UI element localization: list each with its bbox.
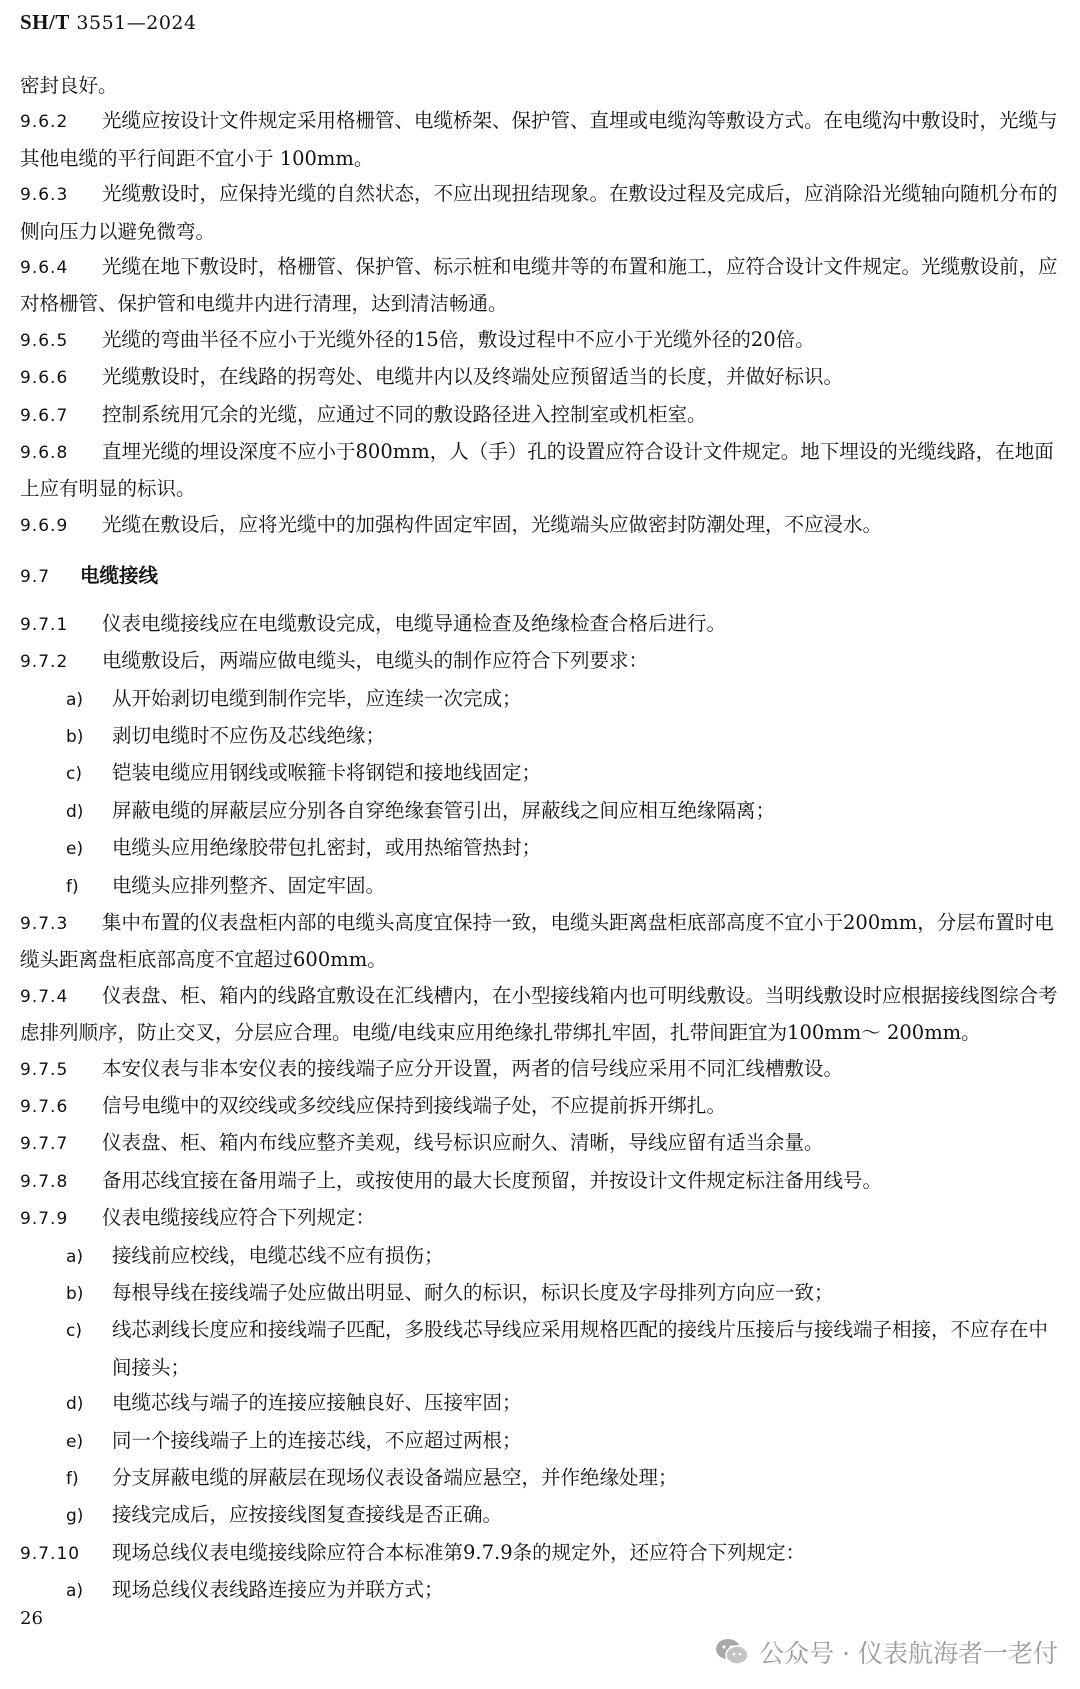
list-item-text: 铠装电缆应用钢线或喉箍卡将钢铠和接地线固定； (112, 761, 542, 785)
watermark-text: 公众号 · 仪表航海者一老付 (759, 1639, 1058, 1668)
list-item (20, 1423, 1060, 1460)
list-item-label: a) (66, 689, 84, 710)
clause-number: 9.7.2 (20, 652, 69, 673)
list-item-label: c) (66, 1321, 82, 1342)
clause-number: 9.7.1 (20, 614, 69, 635)
section-title: 电缆接线 (80, 564, 159, 588)
clause-text: 信号电缆中的双绞线或多绞线应保持到接线端子处，不应提前拆开绑扎。 (102, 1093, 727, 1117)
list-item-text: 屏蔽电缆的屏蔽层应分别各自穿绝缘套管引出，屏蔽线之间应相互绝缘隔离； (112, 798, 776, 822)
clause-9-7-4 (20, 978, 1060, 1051)
clause-9-6-8 (20, 434, 1060, 507)
document-body (20, 68, 1060, 1610)
list-item-label: g) (66, 1506, 84, 1527)
intro-line: 密封良好。 (20, 74, 118, 97)
list-item-text: 接线完成后，应按接线图复查接线是否正确。 (112, 1503, 503, 1527)
clause-number: 9.7.8 (20, 1171, 69, 1192)
list-item (20, 793, 1060, 830)
clause-text: 仪表盘、柜、箱内布线应整齐美观，线号标识应耐久、清晰，导线应留有适当余量。 (102, 1131, 824, 1155)
clause-number: 9.7.7 (20, 1134, 69, 1155)
clause-number: 9.6.7 (20, 405, 69, 426)
watermark (715, 1634, 1058, 1670)
list-item-label: d) (66, 801, 84, 822)
clause-number: 9.7.3 (20, 913, 69, 934)
list-item (20, 681, 1060, 718)
clause-9-7-9 (20, 1200, 1060, 1237)
clause-9-7-10 (20, 1535, 1060, 1572)
clause-number: 9.7.5 (20, 1059, 69, 1080)
list-item (20, 868, 1060, 905)
list-item-label: a) (66, 1581, 84, 1602)
clause-number: 9.6.2 (20, 112, 69, 133)
clause-9-6-6 (20, 359, 1060, 396)
clause-text: 集中布置的仪表盘柜内部的电缆头高度宜保持一致，电缆头距离盘柜底部高度不宜小于200mm，分层布置时电缆头距离盘柜底部高度不宜超过600mm。 (20, 910, 1054, 972)
standard-number: 3551—2024 (76, 12, 197, 34)
clause-text: 光缆在地下敷设时，格栅管、保护管、标示桩和电缆井等的布置和施工，应符合设计文件规定。光缆敷设前，应对格栅管、保护管和电缆井内进行清理，达到清洁畅通。 (20, 255, 1058, 316)
list-item-label: d) (66, 1394, 84, 1415)
list-item-label: b) (66, 1284, 84, 1304)
clause-9-7-3 (20, 905, 1060, 978)
clause-number: 9.7.6 (20, 1096, 69, 1117)
list-item-label: b) (66, 726, 84, 747)
clause-text: 光缆敷设时，应保持光缆的自然状态，不应出现扭结现象。在敷设过程及完成后，应消除沿光缆轴向随机分布的侧向压力以避免微弯。 (20, 182, 1058, 243)
clause-9-6-4 (20, 249, 1060, 322)
clause-number: 9.6.9 (20, 515, 69, 536)
list-item-label: a) (66, 1246, 84, 1267)
clause-text: 仪表电缆接线应在电缆敷设完成，电缆导通检查及绝缘检查合格后进行。 (102, 611, 727, 635)
clause-text: 现场总线仪表电缆接线除应符合本标准第9.7.9条的规定外，还应符合下列规定： (112, 1540, 806, 1564)
clause-number: 9.7.9 (20, 1209, 69, 1230)
clause-9-7-1 (20, 606, 1060, 643)
list-item-text: 电缆芯线与端子的连接应接触良好、压接牢固； (112, 1391, 522, 1415)
list-item-text: 线芯剥线长度应和接线端子匹配，多股线芯导线应采用规格匹配的接线片压接后与接线端子相接，不应存在中间接头； (112, 1318, 1049, 1379)
clause-text: 光缆敷设时，在线路的拐弯处、电缆井内以及终端处应预留适当的长度，并做好标识。 (102, 365, 844, 389)
list-item (20, 1497, 1060, 1534)
clause-number: 9.6.6 (20, 368, 69, 389)
list-item (20, 830, 1060, 867)
clause-9-6-3 (20, 176, 1060, 249)
list-item-text: 现场总线仪表线路连接应为并联方式； (112, 1578, 444, 1602)
list-item-text: 电缆头应排列整齐、固定牢固。 (112, 873, 386, 897)
list-item (20, 1460, 1060, 1497)
list-item-label: f) (66, 876, 79, 897)
clause-text: 光缆应按设计文件规定采用格栅管、电缆桥架、保护管、直埋或电缆沟等敷设方式。在电缆沟中敷设时，光缆与其他电缆的平行间距不宜小于 100mm。 (20, 109, 1058, 170)
list-item (20, 755, 1060, 792)
clause-number: 9.6.5 (20, 330, 69, 351)
list-item-text: 每根导线在接线端子处应做出明显、耐久的标识，标识长度及字母排列方向应一致； (112, 1281, 834, 1304)
clause-text: 仪表盘、柜、箱内的线路宜敷设在汇线槽内，在小型接线箱内也可明线敷设。当明线敷设时应根据接线图综合考虑排列顺序，防止交叉，分层应合理。电缆/电线束应用绝缘扎带绑扎牢固，扎带间距宜为100mm～ 200mm。 (20, 983, 1058, 1045)
page-header (20, 10, 197, 35)
standard-code: SH/T (20, 10, 70, 34)
clause-number: 9.6.4 (20, 258, 69, 279)
list-item-text: 从开始剥切电缆到制作完毕，应连续一次完成； (112, 686, 522, 710)
list-item-text: 分支屏蔽电缆的屏蔽层在现场仪表设备端应悬空，并作绝缘处理； (112, 1466, 678, 1490)
clause-9-6-9 (20, 507, 1060, 544)
clause-9-6-2 (20, 103, 1060, 176)
clause-9-7-5 (20, 1051, 1060, 1088)
list-item (20, 718, 1060, 755)
list-item-text: 同一个接线端子上的连接芯线，不应超过两根； (112, 1428, 522, 1452)
clause-text: 直埋光缆的埋设深度不应小于800mm，人（手）孔的设置应符合设计文件规定。地下埋设的光缆线路，在地面上应有明显的标识。 (20, 440, 1054, 501)
list-item (20, 1572, 1060, 1609)
clause-9-7-6 (20, 1088, 1060, 1125)
clause-text: 仪表电缆接线应符合下列规定： (102, 1206, 376, 1230)
list-item-text: 剥切电缆时不应伤及芯线绝缘； (112, 723, 386, 747)
list-item-label: c) (66, 764, 82, 785)
clause-text: 本安仪表与非本安仪表的接线端子应分开设置，两者的信号线应采用不同汇线槽敷设。 (102, 1056, 844, 1080)
clause-number: 9.7.4 (20, 986, 69, 1007)
clause-9-6-5 (20, 322, 1060, 359)
clause-text: 控制系统用冗余的光缆，应通过不同的敷设路径进入控制室或机柜室。 (102, 402, 707, 426)
page-number: 26 (20, 1608, 43, 1629)
clause-text: 光缆在敷设后，应将光缆中的加强构件固定牢固，光缆端头应做密封防潮处理，不应浸水。 (102, 512, 883, 536)
clause-number: 9.6.3 (20, 185, 69, 206)
clause-number: 9.7.10 (20, 1543, 81, 1564)
list-item-text: 电缆头应用绝缘胶带包扎密封，或用热缩管热封； (112, 836, 542, 860)
clause-9-7-2 (20, 643, 1060, 680)
clause-9-6-7 (20, 397, 1060, 434)
list-item (20, 1275, 1060, 1312)
section-number: 9.7 (20, 567, 51, 588)
clause-text: 光缆的弯曲半径不应小于光缆外径的15倍，敷设过程中不应小于光缆外径的20倍。 (102, 327, 815, 351)
list-item-label: f) (66, 1469, 79, 1490)
list-item-text: 接线前应校线，电缆芯线不应有损伤； (112, 1243, 444, 1267)
list-item-label: e) (66, 839, 84, 860)
list-item-label: e) (66, 1431, 84, 1452)
clause-text: 备用芯线宜接在备用端子上，或按使用的最大长度预留，并按设计文件规定标注备用线号。 (102, 1168, 883, 1192)
section-heading-9-7 (20, 558, 1060, 595)
wechat-icon (715, 1637, 749, 1667)
clause-9-7-8 (20, 1163, 1060, 1200)
list-item (20, 1312, 1060, 1385)
list-item (20, 1385, 1060, 1422)
clause-text: 电缆敷设后，两端应做电缆头，电缆头的制作应符合下列要求： (102, 649, 649, 673)
clause-9-7-7 (20, 1125, 1060, 1162)
clause-number: 9.6.8 (20, 443, 69, 464)
list-item (20, 1238, 1060, 1275)
